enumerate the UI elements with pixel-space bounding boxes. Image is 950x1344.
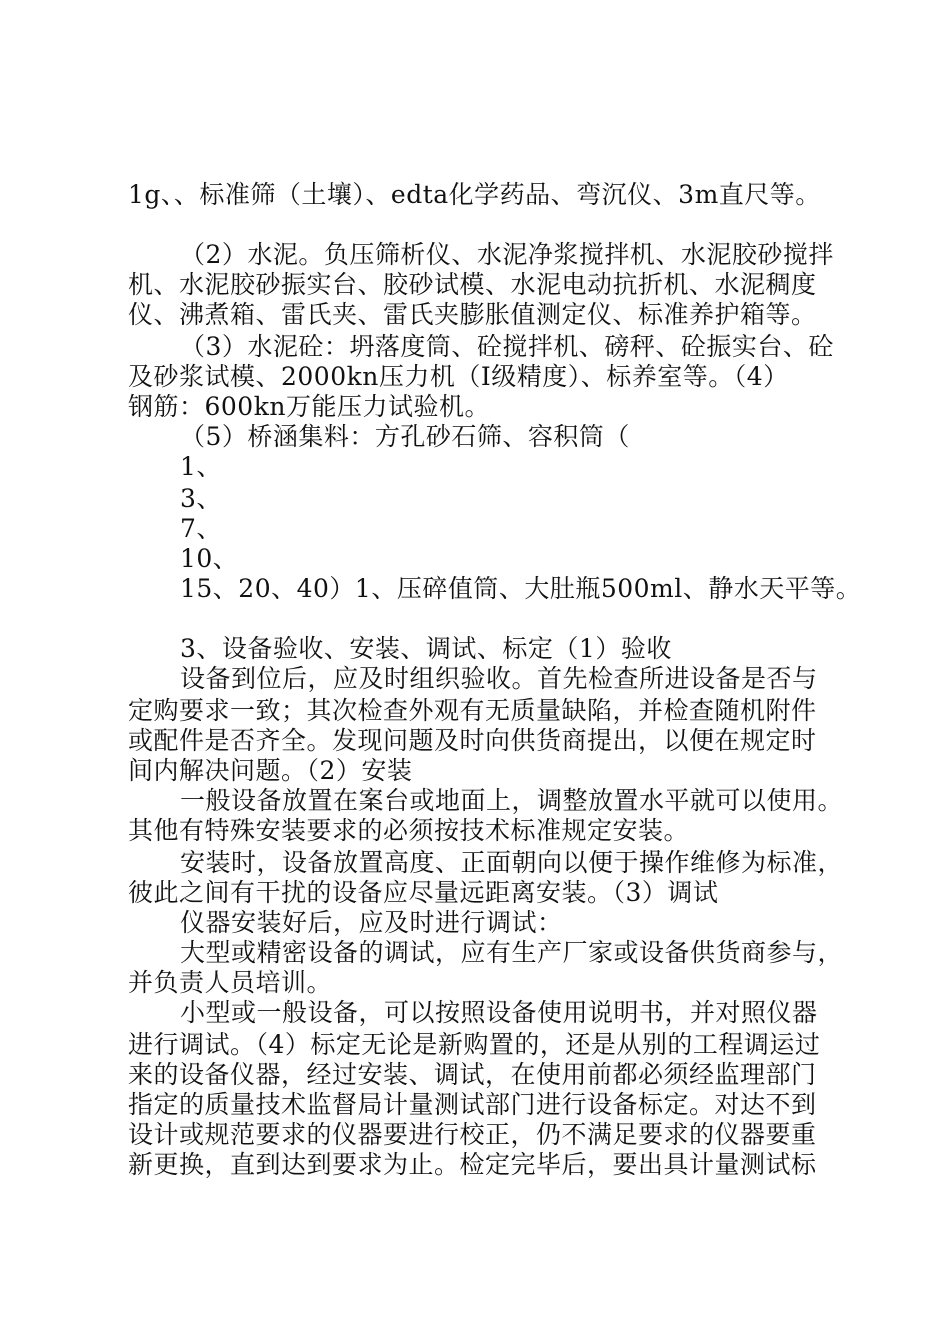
text-line: 及砂浆试模、2000kn压力机（Ⅰ级精度）、标养室等。（4） — [128, 362, 789, 391]
text-line: 一般设备放置在案台或地面上，调整放置水平就可以使用。 — [180, 786, 844, 815]
text-line: 1、 — [180, 452, 222, 481]
text-line: （3）水泥砼：坍落度筒、砼搅拌机、磅秤、砼振实台、砼 — [180, 332, 834, 361]
text-line: 15、20、40）1、压碎值筒、大肚瓶500ml、静水天平等。 — [180, 574, 862, 603]
text-line: （2）水泥。负压筛析仪、水泥净浆搅拌机、水泥胶砂搅拌 — [180, 240, 834, 269]
text-line: 并负责人员培训。 — [128, 968, 333, 997]
text-line: 或配件是否齐全。发现问题及时向供货商提出，以便在规定时 — [128, 726, 817, 755]
text-line: 仪器安装好后，应及时进行调试： — [180, 908, 563, 937]
text-line: 来的设备仪器，经过安装、调试，在使用前都必须经监理部门 — [128, 1060, 817, 1089]
text-line: 仪、沸煮箱、雷氏夹、雷氏夹膨胀值测定仪、标准养护箱等。 — [128, 300, 817, 329]
text-line: 机、水泥胶砂振实台、胶砂试模、水泥电动抗折机、水泥稠度 — [128, 270, 817, 299]
text-line: 1g、、标准筛（土壤）、edta化学药品、弯沉仪、3m直尺等。 — [128, 180, 821, 209]
text-line: 10、 — [180, 544, 239, 573]
text-line: 彼此之间有干扰的设备应尽量远距离安装。（3）调试 — [128, 878, 719, 907]
text-line: 安装时，设备放置高度、正面朝向以便于操作维修为标准， — [180, 848, 844, 877]
text-line: 钢筋：600kn万能压力试验机。 — [128, 392, 490, 421]
text-line: 定购要求一致；其次检查外观有无质量缺陷，并检查随机附件 — [128, 696, 817, 725]
text-line: 间内解决问题。（2）安装 — [128, 756, 413, 785]
text-line: 进行调试。（4）标定无论是新购置的，还是从别的工程调运过 — [128, 1030, 821, 1059]
text-line: 其他有特殊安装要求的必须按技术标准规定安装。 — [128, 816, 690, 845]
text-line: 3、设备验收、安装、调试、标定（1）验收 — [180, 634, 672, 663]
text-line: 设备到位后，应及时组织验收。首先检查所进设备是否与 — [180, 664, 818, 693]
text-line: 小型或一般设备，可以按照设备使用说明书，并对照仪器 — [180, 998, 818, 1027]
text-line: 3、 — [180, 484, 222, 513]
text-line: 新更换，直到达到要求为止。检定完毕后，要出具计量测试标 — [128, 1150, 817, 1179]
text-line: 指定的质量技术监督局计量测试部门进行设备标定。对达不到 — [128, 1090, 817, 1119]
text-line: （5）桥涵集料：方孔砂石筛、容积筒（ — [180, 422, 630, 451]
text-line: 大型或精密设备的调试，应有生产厂家或设备供货商参与， — [180, 938, 844, 967]
text-line: 设计或规范要求的仪器要进行校正，仍不满足要求的仪器要重 — [128, 1120, 817, 1149]
text-line: 7、 — [180, 514, 222, 543]
